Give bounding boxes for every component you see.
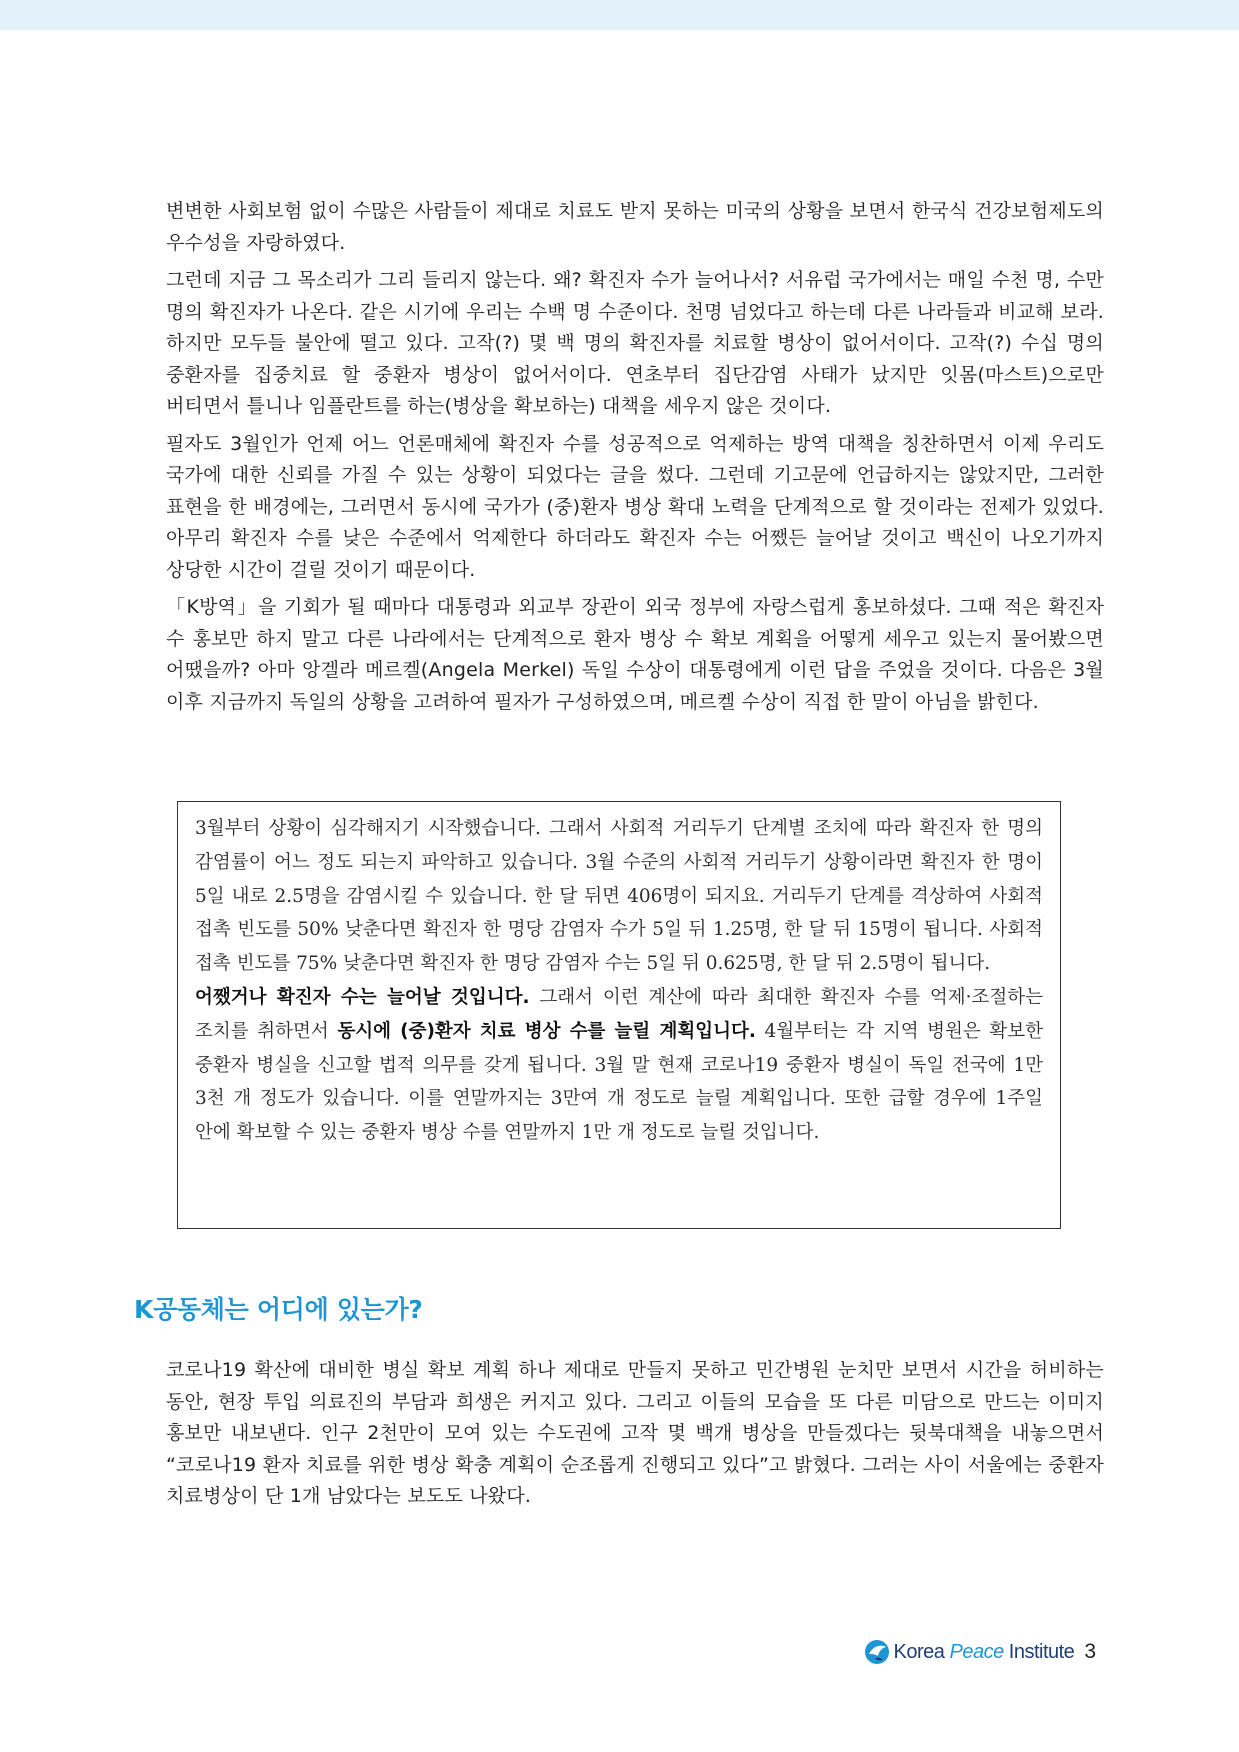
quote-paragraph: 3월부터 상황이 심각해지기 시작했습니다. 그래서 사회적 거리두기 단계별 조치에 따라 확진자 한 명의 감염률이 어느 정도 되는지 파악하고 있습니다. 3월 수준의 사회적 거리두기 상황이라면 확진자 한 명이 5일 내로 2.5명을 감염시킬 수 있습니다. 한 달 뒤면 406명이 되지요. 거리두기 단계를 격상하여 사회적 접촉 빈도를 50% 낮춘다면 확진자 한 명당 감염자 수가 5일 뒤 1.25명, 한 달 뒤 15명이 됩니다. 사회적 접촉 빈도를 75% 낮춘다면 확진자 한 명당 감염자 수는 5일 뒤 0.625명, 한 달 뒤 2.5명이 됩니다. [195, 818, 1043, 975]
top-color-band [0, 0, 1239, 30]
institute-logo-text: Korea Peace Institute [893, 1640, 1075, 1663]
quote-text: 4월부터는 각 지역 병원은 확보한 중환자 병실을 신고할 법적 의무를 갖게 됩니다. 3월 말 현재 코로나19 중환자 병실이 독일 전국에 1만 3천 개 정도가 있습니다. 이를 연말까지는 3만여 개 정도로 늘릴 계획입니다. 또한 급할 경우에 1주일 안에 확보할 수 있는 중환자 병상 수를 연말까지 1만 개 정도로 늘릴 것입니다. [195, 1020, 1044, 1144]
dove-logo-icon [863, 1638, 891, 1666]
paragraph: 「K방역」을 기회가 될 때마다 대통령과 외교부 장관이 외국 정부에 자랑스럽게 홍보하셨다. 그때 적은 확진자 수 홍보만 하지 말고 다른 나라에서는 단계적으로 환자 병상 수 확보 계획을 어떻게 세우고 있는지 물어봤으면 어땠을까? 아마 앙겔라 메르켈(Angela Merkel) 독일 수상이 대통령에게 이런 답을 주었을 것이다. 다음은 3월 이후 지금까지 독일의 상황을 고려하여 필자가 구성하였으며, 메르켈 수상이 직접 한 말이 아님을 밝힌다. [166, 596, 1104, 713]
page-footer [863, 1638, 1096, 1666]
paragraph: 그런데 지금 그 목소리가 그리 들리지 않는다. 왜? 확진자 수가 늘어나서? 서유럽 국가에서는 매일 수천 명, 수만 명의 확진자가 나온다. 같은 시기에 우리는 수백 명 수준이다. 천명 넘었다고 하는데 다른 나라들과 비교해 보라. 하지만 모두들 불안에 떨고 있다. 고작(?) 몇 백 명의 확진자를 치료할 병상이 없어서이다. 고작(?) 수십 명의 중환자를 집중치료 할 중환자 병상이 없어서이다. 연초부터 집단감염 사태가 났지만 잇몸(마스트)으로만 버티면서 틀니나 임플란트를 하는(병상을 확보하는) 대책을 세우지 않은 것이다. [166, 269, 1104, 417]
quote-bold-text: 동시에 (중)환자 치료 병상 수를 늘릴 계획입니다. [337, 1020, 756, 1042]
quote-box [177, 801, 1061, 1229]
quote-text: 그래서 이런 계산에 따라 최대한 확진자 수를 억제·조절하는 조치를 취하면서 [195, 986, 1043, 1042]
quote-paragraph [195, 981, 1043, 1150]
page-number: 3 [1084, 1640, 1096, 1663]
paragraph: 코로나19 확산에 대비한 병실 확보 계획 하나 제대로 만들지 못하고 민간병원 눈치만 보면서 시간을 허비하는 동안, 현장 투입 의료진의 부담과 희생은 커지고 있다. 그리고 이들의 모습을 또 다른 미담으로 만드는 이미지 홍보만 내보낸다. 인구 2천만이 모여 있는 수도권에 고작 몇 백개 병상을 만들겠다는 뒷북대책을 내놓으면서 “코로나19 환자 치료를 위한 병상 확충 계획이 순조롭게 진행되고 있다”고 밝혔다. 그러는 사이 서울에는 중환자 치료병상이 단 1개 남았다는 보도도 나왔다. [166, 1359, 1104, 1507]
paragraph: 변변한 사회보험 없이 수많은 사람들이 제대로 치료도 받지 못하는 미국의 상황을 보면서 한국식 건강보험제도의 우수성을 자랑하였다. [166, 200, 1104, 254]
body-text [166, 196, 1104, 724]
section-heading: K공동체는 어디에 있는가? [134, 1295, 423, 1324]
section-body-text [166, 1355, 1104, 1519]
quote-bold-text: 어쨌거나 확진자 수는 늘어날 것입니다. [195, 986, 530, 1008]
paragraph: 필자도 3월인가 언제 어느 언론매체에 확진자 수를 성공적으로 억제하는 방역 대책을 칭찬하면서 이제 우리도 국가에 대한 신뢰를 가질 수 있는 상황이 되었다는 글을 썼다. 그런데 기고문에 언급하지는 않았지만, 그러한 표현을 한 배경에는, 그러면서 동시에 국가가 (중)환자 병상 확대 노력을 단계적으로 할 것이라는 전제가 있었다. 아무리 확진자 수를 낮은 수준에서 억제한다 하더라도 확진자 수는 어쨌든 늘어날 것이고 백신이 나오기까지 상당한 시간이 걸릴 것이기 때문이다. [166, 432, 1104, 581]
